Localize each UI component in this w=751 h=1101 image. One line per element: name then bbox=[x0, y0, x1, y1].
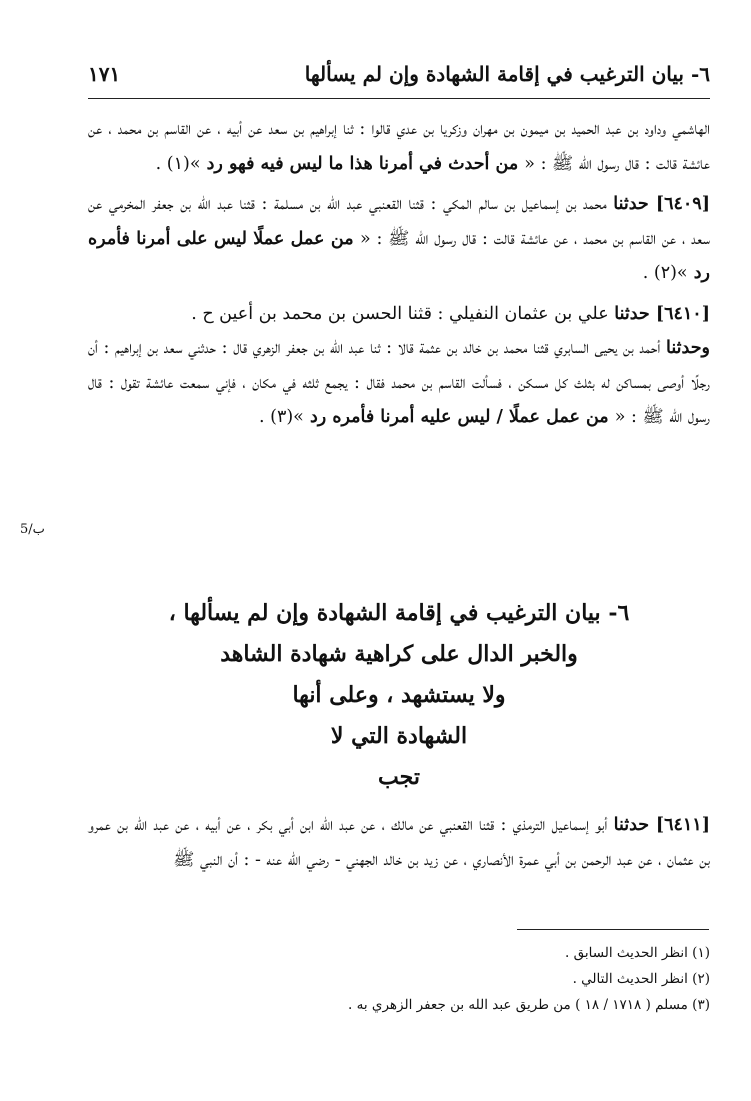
hadith-6410-second-chain bbox=[88, 331, 710, 435]
page-number: ١٧١ bbox=[88, 62, 121, 86]
isnad-text: أبو إسماعيل الترمذي : قثنا القعنبي عن مالك ، عن عبد الله ابن أبي بكر ، عن أبيه ، عن عبد الله بن عمرو بن عثمان ، عن عبد الرحمن بن أبي عمرة الأنصاري ، عن زيد بن خالد الجهني - رضي الله عنه - : أن النبي ﷺ bbox=[88, 815, 710, 870]
narration-lead: حدثنا bbox=[613, 815, 656, 835]
hadith-6411 bbox=[88, 808, 710, 877]
running-header-title: ٦- بيان الترغيب في إقامة الشهادة وإن لم يسألها bbox=[304, 62, 710, 86]
paragraph-continuation bbox=[88, 112, 710, 181]
chapter-heading-line: ولا يستشهد ، وعلى أنها bbox=[292, 682, 506, 708]
paragraph-text: الهاشمي وداود بن عبد الحميد بن ميمون بن مهران وزكريا بن عدي قالوا : ثنا إبراهيم بن سعد عن أبيه ، عن القاسم بن محمد ، عن عائشة قالت : قال رسول الله ﷺ : « bbox=[88, 119, 710, 174]
chapter-heading-line: والخبر الدال على كراهية شهادة الشاهد bbox=[220, 641, 578, 667]
chapter-heading-line: ٦- بيان الترغيب في إقامة الشهادة وإن لم يسألها ، bbox=[168, 600, 630, 626]
isnad-text: أحمد بن يحيى السابري قثنا محمد بن خالد بن عثمة قالا : ثنا عبد الله بن جعفر الزهري قال : حدثني سعد بن إبراهيم : أن رجلًا أوصى بمساكن له بثلث كل مسكن ، فسألت القاسم بن محمد فقال : يجمع ثلثه في مكان ، فإني سمعت عائشة تقول : قال رسول الله ﷺ : « bbox=[88, 338, 710, 427]
isnad-text: علي بن عثمان النفيلي : قثنا الحسن بن محمد بن أعين ح . bbox=[191, 303, 615, 324]
main-text bbox=[88, 112, 710, 435]
narration-lead: وحدثنا bbox=[666, 338, 710, 358]
footnote: (٣) مسلم ( ١٧١٨ / ١٨ ) من طريق عبد الله بن جعفر الزهري به . bbox=[348, 997, 710, 1013]
footnote-ref: »(٣) . bbox=[258, 407, 304, 427]
chapter-heading-line: تجب bbox=[378, 764, 420, 790]
hadith-number: [٦٤١١] bbox=[655, 815, 710, 835]
folio-margin-note: 5/ب bbox=[20, 522, 45, 537]
running-header bbox=[88, 58, 710, 99]
chapter-heading-line: الشهادة التي لا bbox=[330, 723, 468, 749]
footnote-separator bbox=[517, 929, 709, 930]
main-text-continued bbox=[88, 808, 710, 877]
isnad-text: محمد بن إسماعيل بن سالم المكي : قثنا القعنبي عبد الله بن مسلمة : قثنا عبد الله بن جعفر المخرمي عن سعد ، عن القاسم بن محمد ، عن عائشة قالت : قال رسول الله ﷺ : « bbox=[88, 194, 710, 249]
hadith-quote: من عمل عملًا / ليس عليه أمرنا فأمره رد bbox=[303, 407, 615, 427]
chapter-heading bbox=[88, 593, 710, 798]
footnote: (٢) انظر الحديث التالي . bbox=[572, 971, 710, 987]
footnote-ref: »(٢) . bbox=[642, 263, 688, 283]
hadith-number: [٦٤٠٩] bbox=[655, 194, 710, 214]
footnotes bbox=[88, 940, 710, 1018]
footnote: (١) انظر الحديث السابق . bbox=[564, 945, 710, 961]
footnote-ref: »(١) . bbox=[155, 153, 201, 174]
hadith-6410 bbox=[88, 297, 710, 332]
hadith-quote: من عمل عملًا ليس على أمرنا فأمره رد bbox=[88, 228, 710, 283]
narration-lead: حدثنا bbox=[614, 303, 656, 324]
narration-lead: حدثنا bbox=[613, 194, 656, 214]
hadith-number: [٦٤١٠] bbox=[655, 303, 710, 324]
hadith-quote: من أحدث في أمرنا هذا ما ليس فيه فهو رد bbox=[200, 153, 525, 174]
hadith-6409 bbox=[88, 187, 710, 291]
